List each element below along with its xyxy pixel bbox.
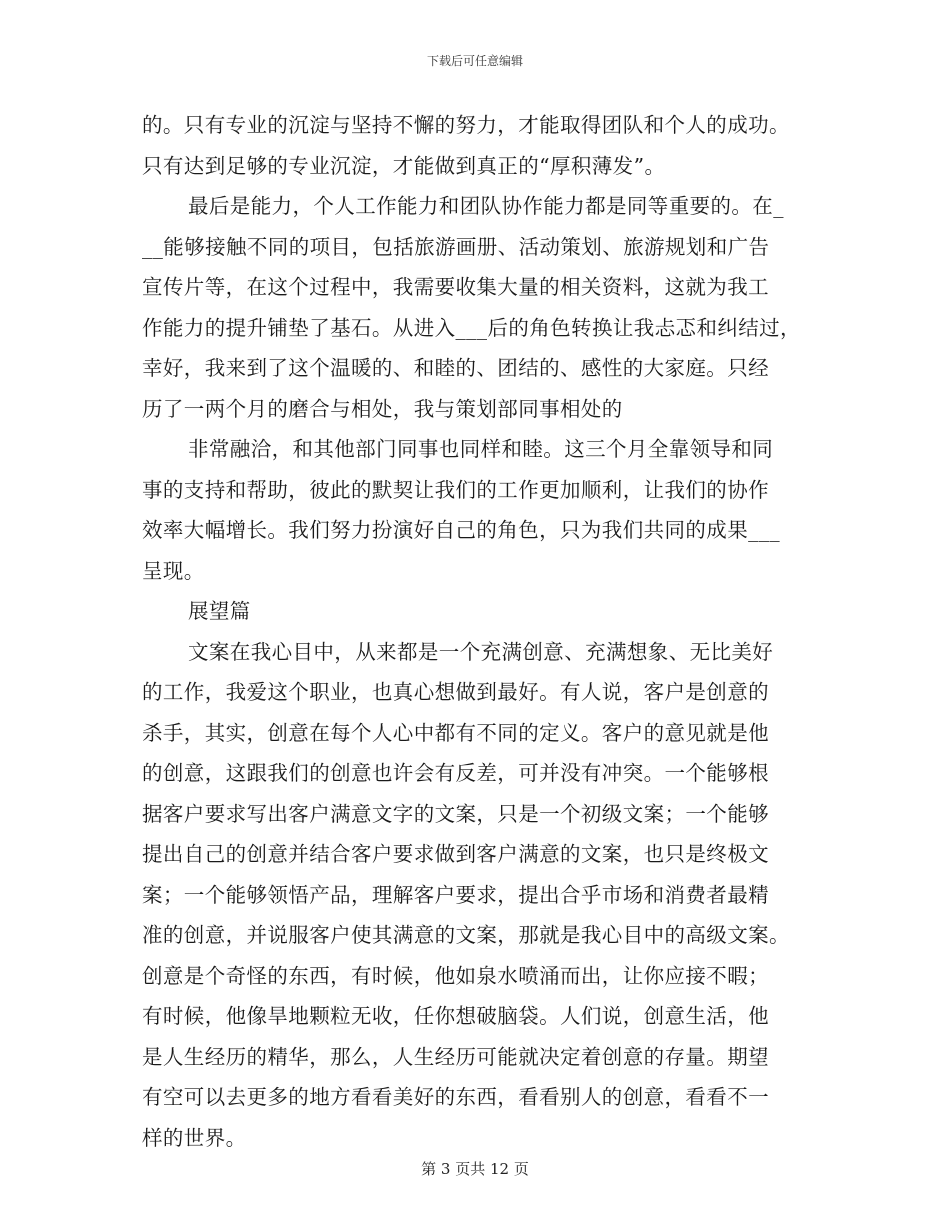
page-header: 下载后可任意编辑 [426, 54, 523, 68]
text-line: 历了一两个月的磨合与相处，我与策划部同事相处的 [142, 396, 623, 421]
text-line: 杀手，其实，创意在每个人心中都有不同的定义。客户的意见就是他 [142, 720, 769, 745]
text-line: 的。只有专业的沉淀与坚持不懈的努力，才能取得团队和个人的成功。 [142, 113, 790, 137]
text-line: 样的世界。 [142, 1125, 247, 1150]
text-line: 呈现。 [142, 558, 205, 583]
text-line: 准的创意，并说服客户使其满意的文案，那就是我心目中的高级文案。 [142, 923, 790, 947]
text-line: 最后是能力，个人工作能力和团队协作能力都是同等重要的。在_ [188, 194, 784, 218]
text-line: 的创意，这跟我们的创意也许会有反差，可并没有冲突。一个能够根 [142, 761, 769, 785]
text-line: 有时候，他像旱地颗粒无收，任你想破脑袋。人们说，创意生活，他 [142, 1004, 769, 1028]
text-line: 提出自己的创意并结合客户要求做到客户满意的文案，也只是终极文 [142, 842, 769, 866]
text-line: __能够接触不同的项目，包括旅游画册、活动策划、旅游规划和广告 [142, 234, 770, 259]
page-footer: 第 3 页共 12 页 [421, 1160, 529, 1178]
text-line: 非常融洽，和其他部门同事也同样和睦。这三个月全靠领导和同 [188, 437, 774, 461]
text-line: 文案在我心目中，从来都是一个充满创意、充满想象、无比美好 [188, 639, 774, 664]
text-line: 幸好，我来到了这个温暖的、和睦的、团结的、感性的大家庭。只经 [142, 356, 769, 380]
text-line: 宣传片等，在这个过程中，我需要收集大量的相关资料，这就为我工 [142, 275, 769, 299]
text-line: 事的支持和帮助，彼此的默契让我们的工作更加顺利，让我们的协作 [142, 477, 769, 502]
document-body [142, 105, 822, 1158]
text-line: 只有达到足够的专业沉淀，才能做到真正的“厚积薄发”。 [142, 153, 666, 178]
text-line: 案；一个能够领悟产品，理解客户要求，提出合乎市场和消费者最精 [142, 882, 769, 907]
text-line: 的工作，我爱这个职业，也真心想做到最好。有人说，客户是创意的 [142, 680, 769, 704]
text-line: 创意是个奇怪的东西，有时候，他如泉水喷涌而出，让你应接不暇； [142, 963, 769, 988]
text-line: 有空可以去更多的地方看看美好的东西，看看别人的创意，看看不一 [142, 1085, 769, 1109]
text-line: 作能力的提升铺垫了基石。从进入___后的角色转换让我忐忑和纠结过， [142, 315, 801, 340]
text-line: 效率大幅增长。我们努力扮演好自己的角色，只为我们共同的成果___ [142, 518, 781, 542]
text-line: 展望篇 [188, 599, 251, 623]
text-line: 是人生经历的精华，那么，人生经历可能就决定着创意的存量。期望 [142, 1044, 769, 1069]
text-line: 据客户要求写出客户满意文字的文案，只是一个初级文案；一个能够 [142, 801, 769, 826]
